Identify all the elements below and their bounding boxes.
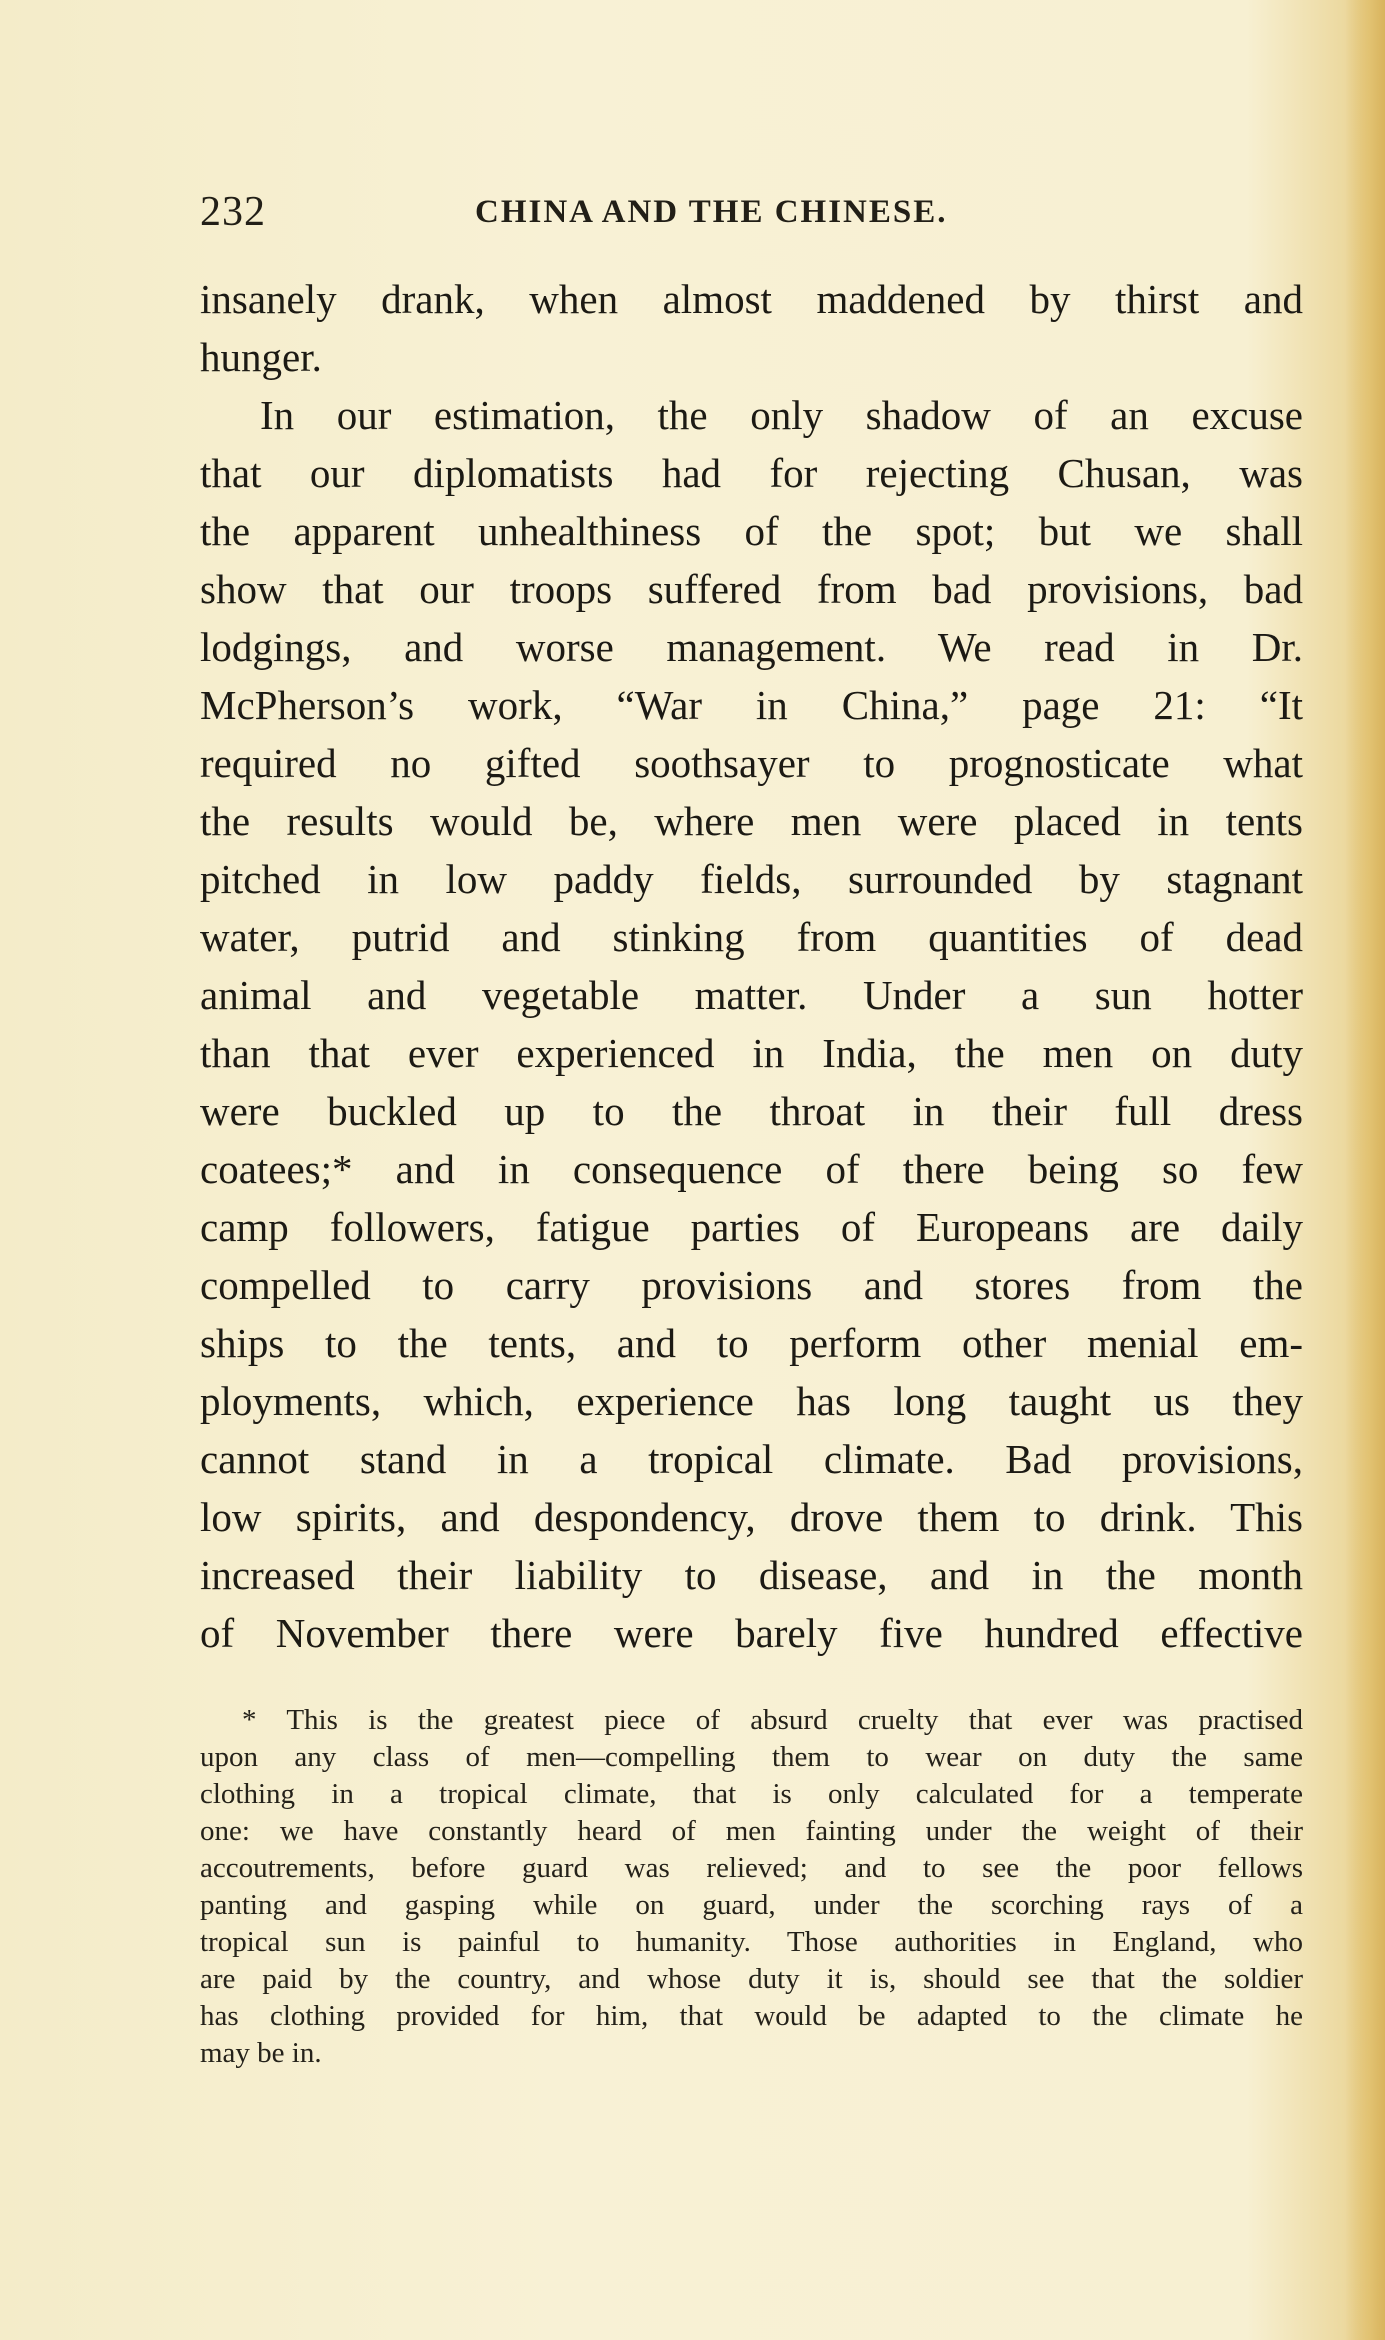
body-line: animal and vegetable matter. Under a sun hotter bbox=[200, 972, 1303, 1018]
footnote-line: * This is the greatest piece of absurd cruelty that ever was practised bbox=[242, 1704, 1303, 1736]
body-line: In our estimation, the only shadow of an excuse bbox=[260, 392, 1303, 438]
footnote-line: one: we have constantly heard of men fainting under the weight of their bbox=[200, 1815, 1303, 1847]
body-line: hunger. bbox=[200, 334, 322, 380]
footnote-line: may be in. bbox=[200, 2037, 322, 2069]
body-line: camp followers, fatigue parties of Europeans are daily bbox=[200, 1204, 1303, 1250]
running-header bbox=[200, 182, 1040, 242]
running-title: CHINA AND THE CHINESE. bbox=[475, 194, 948, 230]
footnote-line: clothing in a tropical climate, that is only calculated for a temperate bbox=[200, 1778, 1303, 1810]
body-line: cannot stand in a tropical climate. Bad provisions, bbox=[200, 1436, 1303, 1482]
body-line: coatees;* and in consequence of there being so few bbox=[200, 1146, 1303, 1192]
body-line: McPherson’s work, “War in China,” page 21: “It bbox=[200, 682, 1303, 728]
page-number: 232 bbox=[200, 189, 266, 235]
body-line: lodgings, and worse management. We read in Dr. bbox=[200, 624, 1303, 670]
body-line: low spirits, and despondency, drove them to drink. This bbox=[200, 1494, 1303, 1540]
body-line: that our diplomatists had for rejecting Chusan, was bbox=[200, 450, 1303, 496]
body-line: show that our troops suffered from bad provisions, bad bbox=[200, 566, 1303, 612]
page-edge-shading bbox=[1345, 0, 1385, 2340]
body-line: of November there were barely five hundred effective bbox=[200, 1610, 1303, 1656]
body-line: pitched in low paddy fields, surrounded by stagnant bbox=[200, 856, 1303, 902]
body-line: water, putrid and stinking from quantities of dead bbox=[200, 914, 1303, 960]
body-line: insanely drank, when almost maddened by thirst and bbox=[200, 276, 1303, 322]
body-line: the apparent unhealthiness of the spot; but we shall bbox=[200, 508, 1303, 554]
footnote-line: accoutrements, before guard was relieved; and to see the poor fellows bbox=[200, 1852, 1303, 1884]
body-line: required no gifted soothsayer to prognosticate what bbox=[200, 740, 1303, 786]
footnote-line: panting and gasping while on guard, under the scorching rays of a bbox=[200, 1889, 1303, 1921]
footnote bbox=[200, 1702, 1303, 2072]
footnote-line: are paid by the country, and whose duty it is, should see that the soldier bbox=[200, 1963, 1303, 1995]
footnote-line: has clothing provided for him, that would be adapted to the climate he bbox=[200, 2000, 1303, 2032]
body-line: compelled to carry provisions and stores from the bbox=[200, 1262, 1303, 1308]
body-line: the results would be, where men were placed in tents bbox=[200, 798, 1303, 844]
footnote-line: upon any class of men—compelling them to wear on duty the same bbox=[200, 1741, 1303, 1773]
body-line: were buckled up to the throat in their full dress bbox=[200, 1088, 1303, 1134]
body-line: increased their liability to disease, and in the month bbox=[200, 1552, 1303, 1598]
body-line: ployments, which, experience has long taught us they bbox=[200, 1378, 1303, 1424]
body-text bbox=[200, 270, 1303, 1662]
footnote-line: tropical sun is painful to humanity. Those authorities in England, who bbox=[200, 1926, 1303, 1958]
body-line: ships to the tents, and to perform other menial em- bbox=[200, 1320, 1303, 1366]
body-line: than that ever experienced in India, the men on duty bbox=[200, 1030, 1303, 1076]
